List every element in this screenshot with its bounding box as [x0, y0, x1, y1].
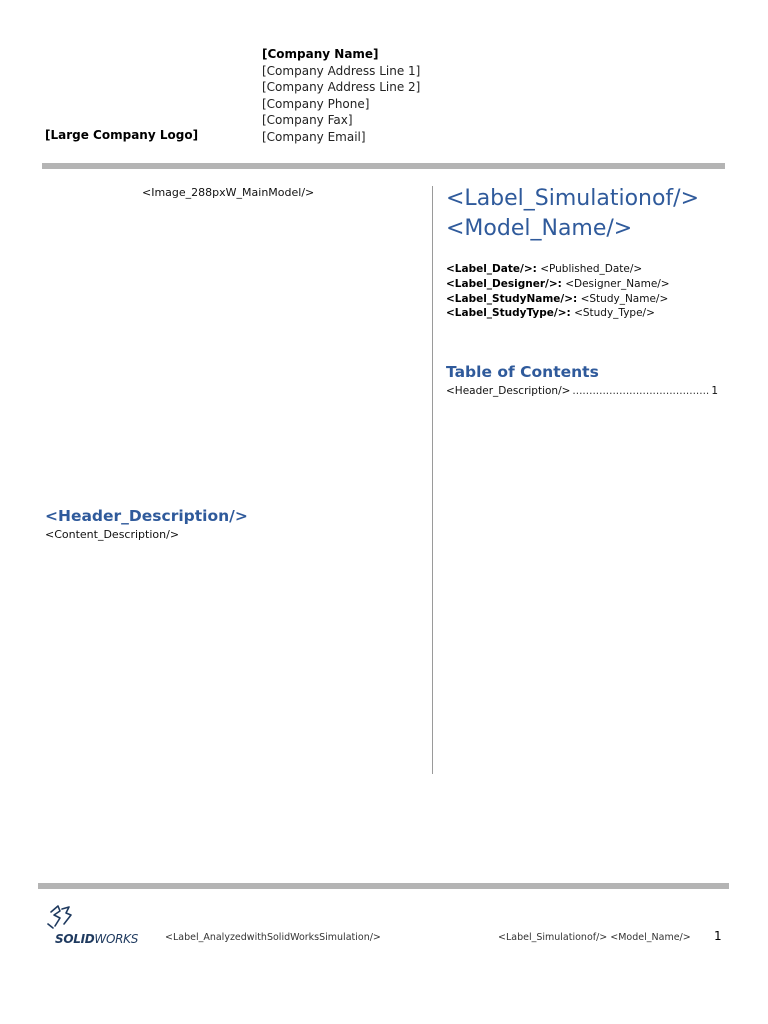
toc-dot-leader	[572, 385, 709, 397]
meta-value: <Published_Date/>	[540, 263, 643, 275]
header-description: <Header_Description/>	[45, 507, 248, 525]
meta-label: <Label_StudyType/>:	[446, 307, 571, 320]
report-title	[446, 184, 699, 244]
company-fax: [Company Fax]	[262, 113, 353, 127]
solidworks-wordmark	[55, 932, 138, 946]
content-description: <Content_Description/>	[45, 528, 180, 541]
report-title-line-1: <Label_Simulationof/>	[446, 186, 700, 211]
footer-divider	[38, 883, 729, 889]
footer-simulation-label: <Label_Simulationof/> <Model_Name/>	[498, 932, 691, 943]
meta-value: <Study_Name/>	[580, 292, 669, 305]
toc-entry-page: 1	[711, 385, 718, 397]
main-model-image-placeholder: <Image_288pxW_MainModel/>	[142, 186, 315, 199]
meta-value: <Study_Type/>	[574, 307, 655, 320]
report-title-line-2: <Model_Name/>	[446, 216, 633, 241]
meta-label: <Label_Designer/>:	[446, 277, 562, 290]
brand-thin: WORKS	[94, 932, 139, 946]
meta-row-study-name	[446, 292, 670, 307]
meta-row-date	[446, 262, 670, 277]
meta-value: <Designer_Name/>	[565, 277, 670, 290]
column-divider	[432, 186, 433, 774]
meta-row-designer	[446, 277, 670, 292]
company-info	[262, 46, 420, 145]
company-logo-placeholder: [Large Company Logo]	[45, 128, 199, 142]
meta-label: <Label_Date/>:	[446, 263, 537, 275]
footer-analyzed-label: <Label_AnalyzedwithSolidWorksSimulation/>	[165, 932, 381, 943]
page-number: 1	[714, 929, 722, 943]
company-name: [Company Name]	[262, 47, 379, 61]
meta-row-study-type	[446, 306, 670, 321]
company-address-line-2: [Company Address Line 2]	[262, 80, 421, 94]
toc-entry-text: <Header_Description/>	[446, 385, 571, 397]
meta-label: <Label_StudyName/>:	[446, 292, 578, 305]
header-divider	[42, 163, 725, 169]
company-phone: [Company Phone]	[262, 96, 370, 111]
study-metadata	[446, 262, 670, 321]
toc-entry-link[interactable]	[446, 385, 718, 397]
company-email: [Company Email]	[262, 129, 366, 144]
brand-bold: SOLID	[55, 932, 95, 946]
company-address-line-1: [Company Address Line 1]	[262, 63, 421, 78]
toc-title: Table of Contents	[446, 363, 599, 381]
